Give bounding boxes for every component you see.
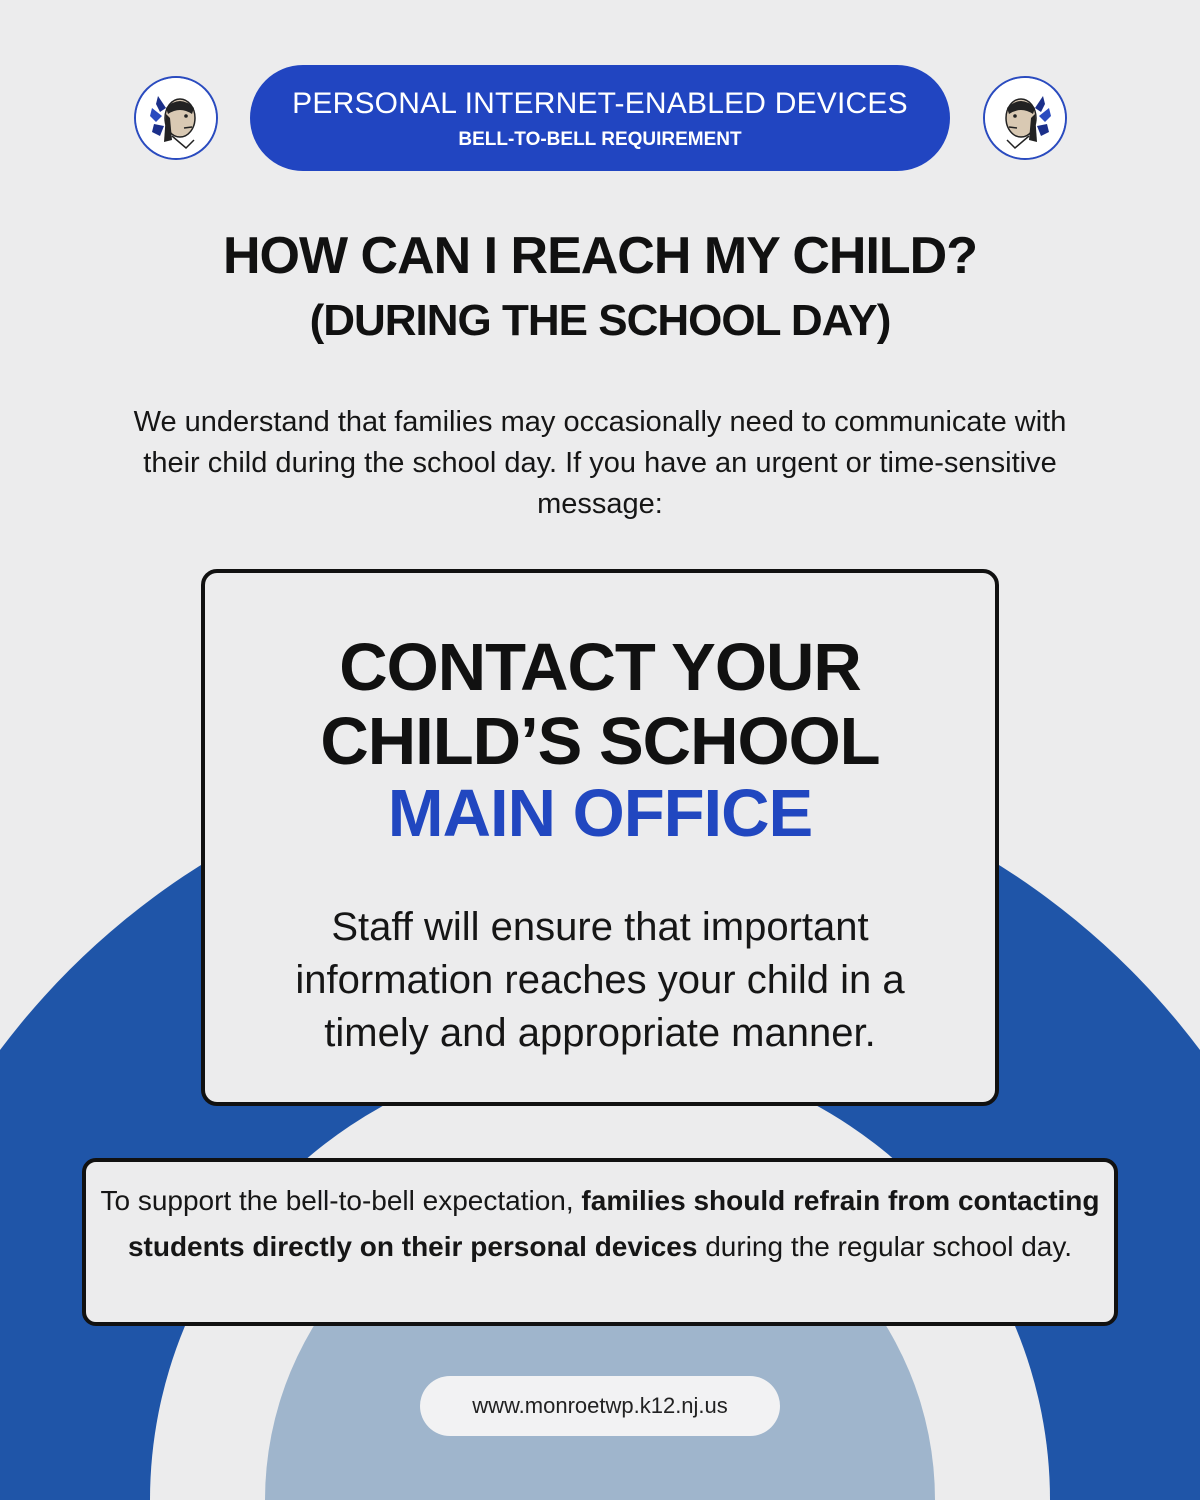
cta-line-1: CONTACT YOUR (339, 630, 861, 705)
main-subheading: (DURING THE SCHOOL DAY) (309, 296, 891, 345)
mascot-icon (985, 78, 1065, 158)
intro-paragraph: We understand that families may occasionally need to communicate with their child during the school day. If you have an urgent or time-sensitive message: (133, 406, 1067, 520)
header-banner (250, 65, 950, 171)
website-url-link[interactable]: www.monroetwp.k12.nj.us (420, 1376, 780, 1436)
contact-office-card (201, 569, 999, 1106)
header-subtitle: BELL-TO-BELL REQUIREMENT (458, 129, 742, 150)
cta-line-3: MAIN OFFICE (387, 776, 813, 851)
cta-description: Staff will ensure that important information reaches your child in a timely and appropriate manner. (295, 905, 905, 1055)
mascot-logo-left (134, 76, 218, 160)
mascot-icon (136, 78, 216, 158)
header-title: PERSONAL INTERNET-ENABLED DEVICES (292, 87, 908, 120)
main-heading: HOW CAN I REACH MY CHILD? (222, 227, 977, 285)
note-text-bold: families should refrain from contacting students directly on their personal devices (127, 1185, 1100, 1262)
cta-line-2: CHILD’S SCHOOL (320, 704, 880, 779)
note-text-start: To support the bell-to-bell expectation, (100, 1185, 582, 1216)
mascot-logo-right (983, 76, 1067, 160)
note-text-end: during the regular school day. (697, 1231, 1073, 1262)
bell-to-bell-note (82, 1158, 1118, 1326)
